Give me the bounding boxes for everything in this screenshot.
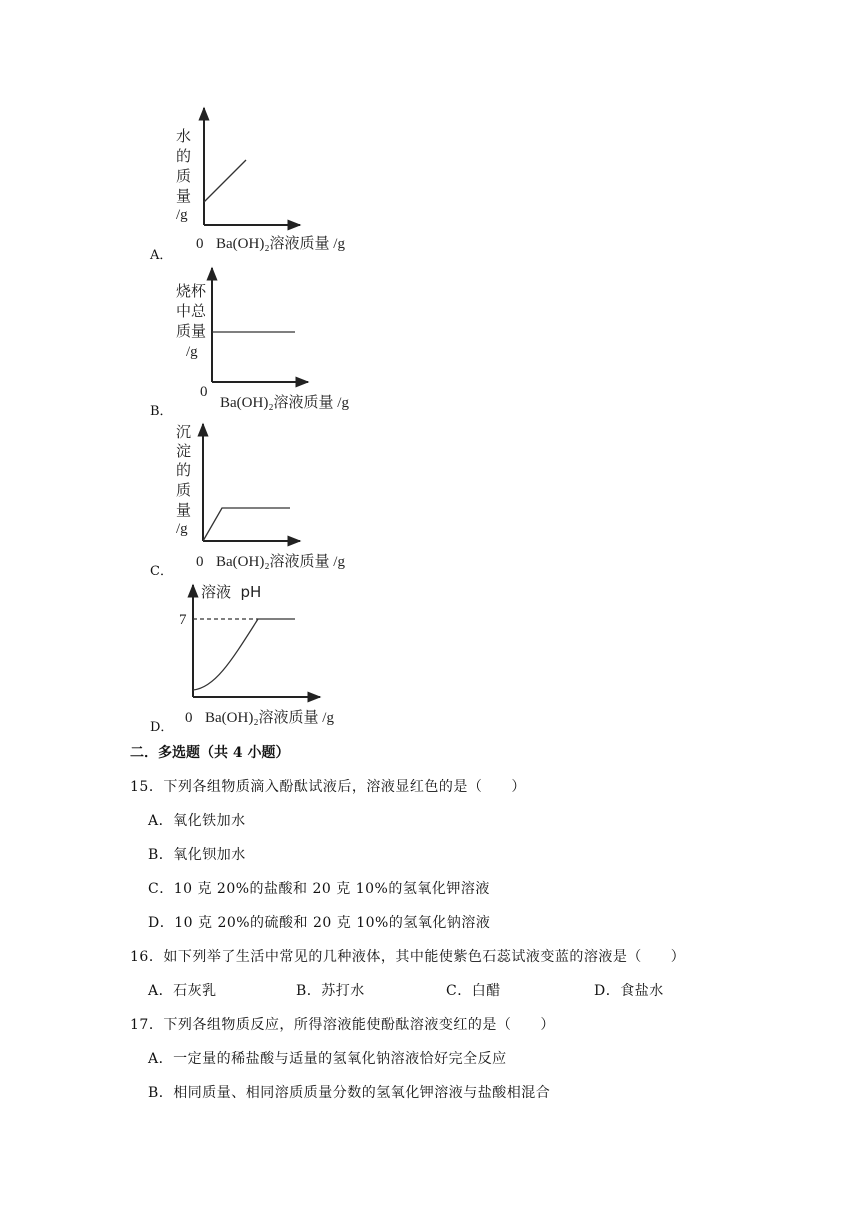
question-15-option-b: B．氧化钡加水 [148, 847, 246, 863]
graph-a-ylabel-2: 质 [176, 167, 192, 185]
graph-a-ylabel-0: 水 [176, 127, 192, 145]
graph-b-ylabel-1: 中总 [176, 302, 207, 320]
graph-d-ylabel: 溶液 pH [201, 583, 262, 601]
graph-c-origin: 0 [196, 554, 204, 570]
graph-c-ylabel-5: /g [176, 521, 188, 537]
question-17-stem: 17．下列各组物质反应，所得溶液能使酚酞溶液变红的是（ ） [130, 1017, 555, 1033]
question-15-stem: 15．下列各组物质滴入酚酞试液后，溶液显红色的是（ ） [130, 779, 526, 795]
question-17-option-a: A．一定量的稀盐酸与适量的氢氧化钠溶液恰好完全反应 [148, 1051, 507, 1067]
graph-a-ylabel-1: 的 [176, 147, 192, 165]
graph-c-letter: C． [150, 564, 173, 579]
graph-a-origin: 0 [196, 236, 204, 252]
graph-b-xlabel: Ba(OH)₂溶液质量 /g [220, 395, 349, 411]
question-16-option-c: C．白醋 [446, 983, 501, 999]
question-17-option-b: B．相同质量、相同溶质质量分数的氢氧化钾溶液与盐酸相混合 [148, 1085, 551, 1101]
question-16-stem: 16．如下列举了生活中常见的几种液体，其中能使紫色石蕊试液变蓝的溶液是（ ） [130, 949, 686, 965]
graph-c-ylabel-2: 的 [176, 461, 192, 479]
question-16-option-b: B．苏打水 [296, 983, 365, 999]
graph-d-origin: 0 [185, 710, 193, 726]
question-15-option-d: D．10 克 20%的硫酸和 20 克 10%的氢氧化钠溶液 [148, 915, 491, 931]
question-15-option-c: C．10 克 20%的盐酸和 20 克 10%的氢氧化钾溶液 [148, 881, 490, 897]
question-16-option-a: A．石灰乳 [148, 983, 217, 999]
graph-c-xlabel: Ba(OH)₂溶液质量 /g [216, 554, 345, 570]
graph-b-ylabel-2: 质量 [176, 322, 207, 340]
graph-d-ytick-7: 7 [179, 612, 187, 628]
graph-b-letter: B． [150, 404, 173, 419]
graph-d-letter: D． [150, 720, 174, 735]
graph-c-ylabel-1: 淀 [176, 442, 192, 460]
graph-a-xlabel: Ba(OH)₂溶液质量 /g [216, 236, 345, 252]
section-heading: 二．多选题（共 4 小题） [130, 745, 290, 761]
graph-d-xlabel: Ba(OH)₂溶液质量 /g [205, 710, 334, 726]
graph-b-ylabel-3: /g [186, 344, 198, 360]
graph-b-origin: 0 [200, 384, 208, 400]
graph-a-ylabel-3: 量 [176, 187, 192, 205]
graph-d-curve [193, 619, 295, 690]
graph-a-ylabel-4: /g [176, 207, 188, 223]
graph-c-ylabel-3: 质 [176, 481, 192, 499]
graph-a-letter: A． [150, 248, 173, 263]
graph-c-ylabel-0: 沉 [176, 423, 192, 441]
question-16-option-d: D．食盐水 [594, 983, 664, 999]
graph-c-ylabel-4: 量 [176, 501, 192, 519]
question-15-option-a: A．氧化铁加水 [148, 813, 246, 829]
graph-b-ylabel-0: 烧杯 [176, 282, 207, 300]
